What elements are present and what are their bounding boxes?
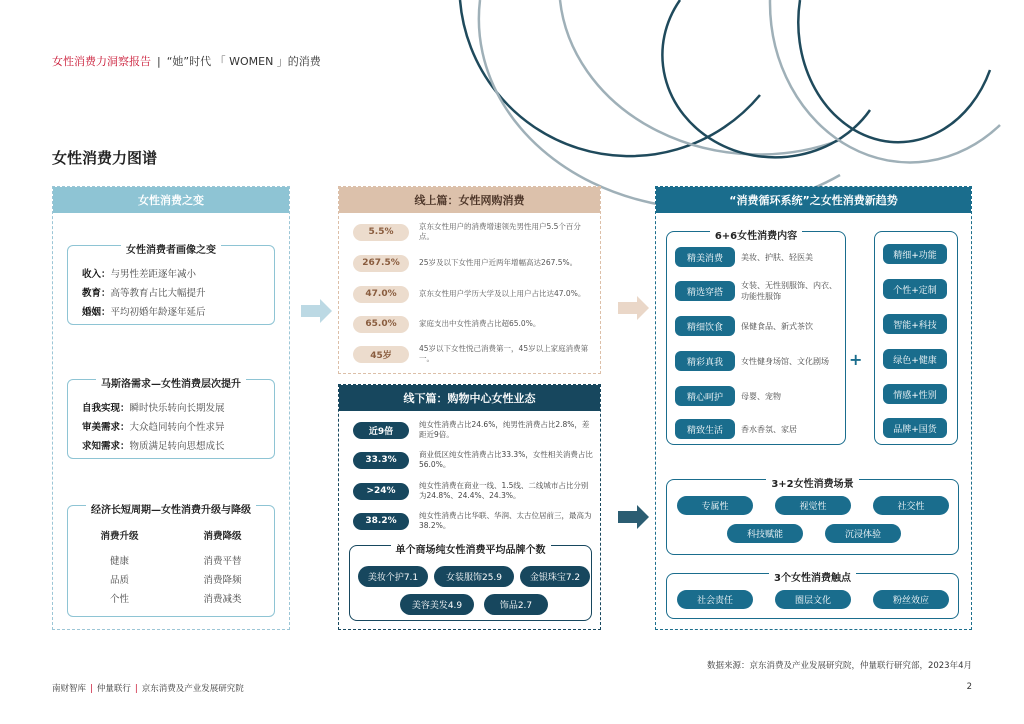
stat-text: 25岁及以下女性用户近两年增幅高达267.5%。	[419, 258, 578, 267]
footer-item: 京东消费及产业发展研究院	[141, 684, 244, 694]
content-row	[675, 315, 839, 337]
stat-text: 纯女性消费占比华联、华润、太古位居前三，最高为38.2%。	[419, 511, 592, 530]
portrait-row: 收入：与男性差距逐年减小	[82, 269, 197, 280]
content-name: 精美消费	[675, 247, 735, 267]
women-consumption-change-panel	[52, 186, 290, 630]
portrait-row: 婚姻：平均初婚年龄逐年延后	[82, 307, 206, 318]
footer-item: 南财智库	[52, 684, 87, 694]
maslow-row: 审美需求：大众趋同转向个性求异	[82, 422, 225, 433]
cycle-down-item: 消费降频	[203, 575, 242, 586]
brand-count-title: 单个商场纯女性消费平均品牌个数	[391, 545, 551, 556]
offline-stat-row	[353, 508, 594, 534]
arrow-right-icon	[618, 296, 649, 320]
page-title: 女性消费力图谱	[52, 149, 158, 167]
stat-value: 65.0%	[353, 316, 409, 333]
touchpoint-box	[666, 573, 959, 619]
touchpoint-pill: 圈层文化	[775, 590, 851, 609]
content-row	[675, 246, 839, 268]
trend-tag: 情感+性别	[883, 384, 947, 404]
online-stat-row	[353, 250, 594, 276]
scene-title: 3+2女性消费场景	[766, 479, 858, 490]
brand-pill: 美容美发4.9	[400, 594, 474, 615]
trend-tag: 智能+科技	[883, 314, 947, 334]
content-box	[666, 231, 846, 445]
content-text: 香水香氛、家居	[741, 424, 797, 434]
footer-item: 仲量联行	[96, 684, 131, 694]
content-name: 精致生活	[675, 419, 735, 439]
scene-box	[666, 479, 959, 555]
touchpoint-pill: 社会责任	[677, 590, 753, 609]
offline-panel	[338, 384, 601, 630]
stat-text: 京东女性用户的消费增速领先男性用户5.5个百分点。	[419, 222, 581, 241]
panel-heading: 女性消费之变	[53, 187, 289, 213]
cycle-down-item: 消费平替	[203, 556, 242, 567]
cycle-up-item: 个性	[109, 594, 129, 605]
content-text: 女性健身场馆、文化剧场	[741, 356, 829, 366]
report-subtitle: “她”时代 「 WOMEN 」的消费	[166, 55, 321, 68]
portrait-box	[67, 245, 275, 325]
cycle-down-item: 消费减类	[203, 594, 242, 605]
stat-value: >24%	[353, 483, 409, 500]
cycle-up-item: 健康	[109, 556, 129, 567]
content-row	[675, 350, 839, 372]
scene-pill: 专属性	[677, 496, 753, 515]
scene-pill: 沉浸体验	[825, 524, 901, 543]
content-row	[675, 385, 839, 407]
offline-stat-row	[353, 417, 594, 443]
trend-tag: 品牌+国货	[883, 418, 947, 438]
header-separator: |	[157, 55, 161, 68]
brand-pill: 女装服饰25.9	[434, 566, 514, 587]
stat-text: 商业低区纯女性消费占比33.3%，女性相关消费占比56.0%。	[419, 450, 593, 469]
cycle-box	[67, 505, 275, 617]
panel-heading: 线上篇：女性网购消费	[339, 187, 600, 213]
online-stat-row	[353, 281, 594, 307]
trend-tag: 绿色+健康	[883, 349, 947, 369]
online-stat-row	[353, 341, 594, 367]
scene-pill: 社交性	[873, 496, 949, 515]
brand-pill: 金银珠宝7.2	[520, 566, 590, 587]
cycle-up-header: 消费升级	[100, 531, 139, 542]
stat-text: 45岁以下女性悦己消费第一，45岁以上家庭消费第一。	[419, 344, 589, 363]
arrow-right-icon	[618, 505, 649, 529]
stat-text: 纯女性消费占比24.6%，纯男性消费占比2.8%，差距近9倍。	[419, 420, 590, 439]
maslow-title: 马斯洛需求—女性消费层次提升	[96, 379, 246, 390]
stat-value: 38.2%	[353, 513, 409, 530]
panel-heading: “消费循环系统”之女性消费新趋势	[656, 187, 971, 213]
online-panel	[338, 186, 601, 374]
stat-text: 家庭支出中女性消费占比超65.0%。	[419, 319, 541, 328]
online-stat-row	[353, 219, 594, 245]
portrait-row: 教育：高等教育占比大幅提升	[82, 288, 206, 299]
scene-pill: 视觉性	[775, 496, 851, 515]
cycle-up-item: 品质	[109, 575, 129, 586]
stat-value: 47.0%	[353, 286, 409, 303]
maslow-row: 自我实现：瞬时快乐转向长期发展	[82, 403, 225, 414]
online-stat-row	[353, 311, 594, 337]
stat-value: 267.5%	[353, 255, 409, 272]
stat-value: 近9倍	[353, 422, 409, 439]
trend-tag: 精细+功能	[883, 244, 947, 264]
scene-pill: 科技赋能	[727, 524, 803, 543]
content-row	[675, 280, 839, 302]
cycle-down-header: 消费降级	[203, 531, 242, 542]
plus-icon: +	[849, 350, 863, 369]
brand-pill: 美妆个护7.1	[358, 566, 428, 587]
stat-text: 京东女性用户学历大学及以上用户占比达47.0%。	[419, 289, 586, 298]
stat-text: 纯女性消费在商业一线、1.5线、二线城市占比分别为24.8%、24.4%、24.3%。	[419, 481, 589, 500]
content-name: 精心呵护	[675, 386, 735, 406]
brand-pill: 饰品2.7	[484, 594, 548, 615]
content-title: 6+6女性消费内容	[710, 231, 802, 242]
offline-stat-row	[353, 478, 594, 504]
content-row	[675, 418, 839, 440]
stat-value: 33.3%	[353, 452, 409, 469]
report-header	[52, 53, 321, 69]
footer-credits: 南财智库 | 仲量联行 | 京东消费及产业发展研究院	[52, 684, 244, 694]
data-source: 数据来源：京东消费及产业发展研究院，仲量联行研究部，2023年4月	[706, 661, 972, 671]
content-name: 精细饮食	[675, 316, 735, 336]
touchpoint-pill: 粉丝效应	[873, 590, 949, 609]
content-text: 保健食品、新式茶饮	[741, 321, 813, 331]
content-name: 精彩真我	[675, 351, 735, 371]
tag-box	[874, 231, 958, 445]
portrait-title: 女性消费者画像之变	[121, 245, 221, 256]
brand-count-box	[349, 545, 592, 621]
report-title: 女性消费力洞察报告	[52, 55, 151, 68]
content-text: 母婴、宠物	[741, 391, 781, 401]
stat-value: 5.5%	[353, 224, 409, 241]
stat-value: 45岁	[353, 346, 409, 363]
arrow-right-icon	[301, 299, 332, 323]
maslow-box	[67, 379, 275, 459]
offline-stat-row	[353, 447, 594, 473]
maslow-row: 求知需求：物质满足转向思想成长	[82, 441, 225, 452]
content-text: 女装、无性别服饰、内衣、功能性服饰	[741, 281, 837, 301]
panel-heading: 线下篇：购物中心女性业态	[339, 385, 600, 411]
trend-tag: 个性+定制	[883, 279, 947, 299]
content-name: 精选穿搭	[675, 281, 735, 301]
trend-panel	[655, 186, 972, 630]
touchpoint-title: 3个女性消费触点	[769, 573, 856, 584]
content-text: 美妆、护肤、轻医美	[741, 252, 813, 262]
cycle-title: 经济长短周期—女性消费升级与降级	[86, 505, 256, 516]
page-number: 2	[966, 682, 972, 692]
